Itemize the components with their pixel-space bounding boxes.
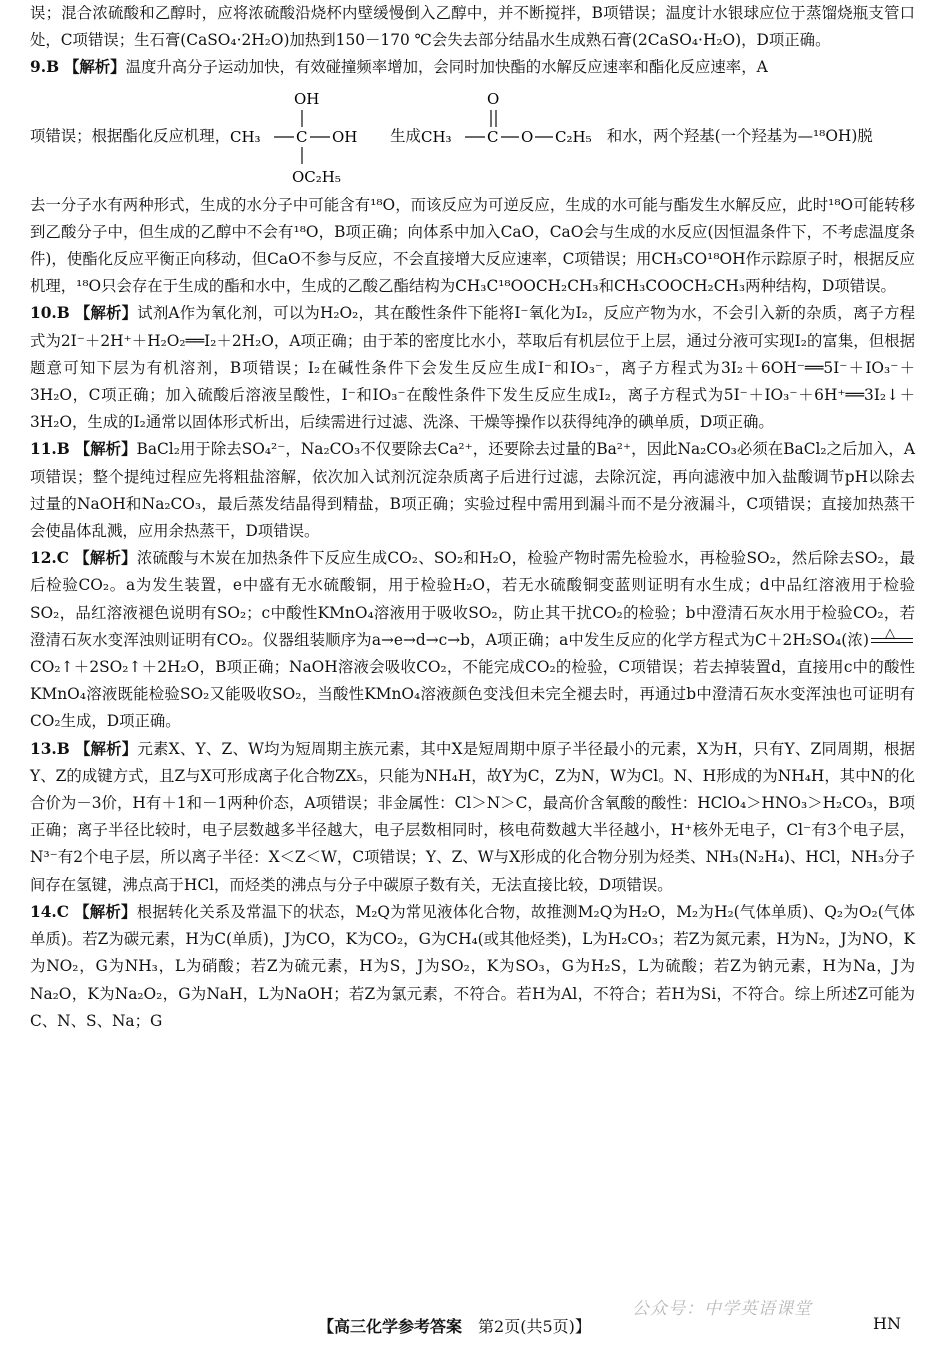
question-9-rest: 去一分子水有两种形式，生成的水分子中可能含有¹⁸O，而该反应为可逆反应，生成的水可能与酯发生水解反应，此时¹⁸O可能转移到乙酸分子中，但生成的乙醇中不会有¹⁸O，B项正确；向体系中加入CaO，CaO会与生成的水反应(因恒温条件下，不考虑温度条件)，使酯化反应平衡正向移动，但CaO不参与反应，不会直接增大反应速率，C项错误；用CH₃CO¹⁸OH作示踪原子时，根据反应机理，¹⁸O只会存在于生成的酯和水中，生成的乙酸乙酯结构为CH₃C¹⁸OOCH₂CH₃和CH₃COOCH₂CH₃两种结构，D项错误。 [30, 195, 915, 296]
question-9 [30, 54, 915, 81]
mol2-c: C [486, 127, 499, 146]
analysis-tag: 【解析】 [74, 739, 138, 758]
question-13-number: 13.B [30, 739, 70, 758]
heat-triangle: △ [885, 625, 895, 641]
hemiacetal-structure [230, 82, 390, 192]
structure-line [30, 82, 915, 192]
watermark: 公众号：中学英语课堂 [632, 1299, 812, 1319]
question-14-text: 根据转化关系及常温下的状态，M₂Q为常见液体化合物，故推测M₂Q为H₂O，M₂为H₂(气体单质)、Q₂为O₂(气体单质)。若Z为碳元素，H为C(单质)，J为CO，K为CO₂，G为CH₄(或其他烃类)，L为H₂CO₃；若Z为氮元素，H为N₂，J为NO，K为NO₂，G为NH₃，L为硝酸；若Z为硫元素，H为S，J为SO₂，K为SO₃，G为H₂S，L为硫酸；若Z为钠元素，H为Na，J为Na₂O，K为Na₂O₂，G为NaH，L为NaOH；若Z为氯元素，不符合。若H为Al，不符合；若H为Si，不符合。综上所述Z可能为C、N、S、Na；G [30, 902, 915, 1030]
question-14 [30, 899, 915, 1035]
question-11-number: 11.B [30, 440, 70, 459]
question-13-text: 元素X、Y、Z、W均为短周期主族元素，其中X是短周期中原子半径最小的元素，X为H，只有Y、Z同周期，根据Y、Z的成键方式，且Z与X可形成离子化合物ZX₅，只能为NH₄H，故Y为C，Z为N，W为Cl。N、H形成的为NH₄H，其中N的化合价为－3价，H有＋1和－1两种价态，A项错误；非金属性：Cl＞N＞C，最高价含氧酸的酸性：HClO₄＞HNO₃＞H₂CO₃，B项正确；离子半径比较时，电子层数越多半径越大，电子层数相同时，核电荷数越大半径越小，H⁺核外无电子，Cl⁻有3个电子层，N³⁻有2个电子层，所以离子半径：X＜Z＜W，C项错误；Y、Z、W与X形成的化合物分别为烃类、NH₃(N₂H₄)、HCl，NH₃分子间存在氢键，沸点高于HCl，而烃类的沸点与分子中碳原子数有关，无法直接比较，D项错误。 [30, 739, 915, 894]
footer-region-code: HN [873, 1314, 901, 1333]
heat-equals-sign [869, 625, 915, 648]
analysis-tag: 【解析】 [74, 440, 137, 459]
question-11-text: BaCl₂用于除去SO₄²⁻，Na₂CO₃不仅要除去Ca²⁺，还要除去过量的Ba²⁺，因此Na₂CO₃必须在BaCl₂之后加入，A项错误；整个提纯过程应先将粗盐溶解，依次加入试剂沉淀杂质离子后进行过滤，去除沉淀，再向滤液中加入盐酸调节pH以除去过量的NaOH和Na₂CO₃，最后蒸发结晶得到精盐，B项正确；实验过程中需用到漏斗而不是分液漏斗，C项错误；直接加热蒸干会使晶体乱溅，应用余热蒸干，D项错误。 [30, 440, 915, 541]
mol2-o-top: O [486, 89, 500, 108]
question-12-text2a: 序为a→e→d→c→b，A项正确；a中发生反应的化学方程式为C＋2H₂SO₄(浓) [340, 630, 869, 649]
question-11 [30, 436, 915, 545]
question-9-number: 9.B [30, 58, 60, 77]
paragraph-continued: 误；混合浓硫酸和乙醇时，应将浓硫酸沿烧杯内壁缓慢倒入乙醇中，并不断搅拌，B项错误；温度计水银球应位于蒸馏烧瓶支管口处，C项错误；生石膏(CaSO₄·2H₂O)加热到150－170 ℃会失去部分结晶水生成熟石膏(2CaSO₄·H₂O)，D项正确。 [30, 4, 915, 50]
analysis-tag: 【解析】 [63, 58, 126, 77]
struct-post-text: 和水，两个羟基(一个羟基为—¹⁸OH)脱 [606, 127, 873, 145]
question-12-text1: 浓硫酸与木炭在加热条件下反应生成CO₂、SO₂和H₂O，检验产物时需先检验水，再检验SO₂，然后除去SO₂，最后检验CO₂。a为发生装置，e中盛有无水硫酸铜，用于检验H₂O，若无水硫酸铜变蓝则证明有水生成；d中品红溶液用于检验SO₂，品红溶液褪色说明有SO₂；c中酸性KMnO₄溶液用于吸收SO₂，防止其干扰CO₂的检验；b中澄清石灰水用于检验CO₂，若澄清石灰水变浑浊则证明有CO₂。仪器组装顺 [30, 549, 915, 649]
question-14-number: 14.C [30, 902, 70, 921]
footer-page-number: 第2页(共5页)】 [478, 1317, 591, 1336]
page-footer [0, 1314, 950, 1344]
struct-pre-text: 项错误；根据酯化反应机理， [30, 127, 231, 145]
struct-gen-text: 生成 [390, 127, 421, 145]
question-13 [30, 736, 915, 899]
question-9-line1: 温度升高分子运动加快，有效碰撞频率增加，会同时加快酯的水解反应速率和酯化反应速率，A [125, 58, 768, 77]
mol1-oh-right: OH [332, 127, 358, 146]
mol1-oc2h5: OC₂H₅ [292, 167, 341, 186]
question-10-text: 试剂A作为氧化剂，可以为H₂O₂，其在酸性条件下能将I⁻氧化为I₂，反应产物为水，不会引入新的杂质，离子方程式为2I⁻＋2H⁺＋H₂O₂══I₂＋2H₂O，A项正确；由于苯的密度比水小，萃取后有机层位于上层，通过分液可实现I₂的富集，但根据题意可知下层为有机溶剂，B项错误；I₂在碱性条件下会发生反应生成I⁻和IO₃⁻，离子方程式为3I₂＋6OH⁻══5I⁻＋IO₃⁻＋3H₂O，C项正确；加入硫酸后溶液呈酸性，I⁻和IO₃⁻在酸性条件下发生反应生成I₂，离子方程式为5I⁻＋IO₃⁻＋6H⁺══3I₂↓＋3H₂O，生成的I₂通常以固体形式析出，后续需进行过滤、洗涤、干燥等操作以获得纯净的碘单质，D项正确。 [30, 304, 915, 432]
question-10-number: 10.B [30, 304, 70, 323]
mol1-c: C [296, 127, 308, 146]
mol2-ch3: CH₃ [420, 127, 452, 146]
footer-subject: 【高三化学参考答案 [318, 1317, 463, 1336]
question-12-text2b: CO₂↑＋2SO₂↑＋2H₂O，B项正确；NaOH溶液会吸收CO₂，不能完成CO₂的检验，C项错误；若去掉装置d，直接用c中的酸性KMnO₄溶液既能检验SO₂又能吸收SO₂，当酸性KMnO₄溶液颜色变浅但未完全褪去时，再通过b中澄清石灰水变浑浊也可证明有CO₂生成，D项正确。 [30, 658, 915, 731]
footer-title [318, 1314, 591, 1337]
mol1-oh-top: OH [294, 89, 320, 108]
mol1-ch3: CH₃ [230, 127, 261, 146]
question-12 [30, 545, 915, 735]
analysis-tag: 【解析】 [74, 549, 137, 568]
question-10 [30, 300, 915, 436]
answer-page [30, 0, 915, 1035]
question-12-number: 12.C [30, 549, 70, 568]
mol2-o: O [520, 127, 534, 146]
ester-structure [421, 82, 607, 192]
mol2-c2h5: C₂H₅ [554, 127, 592, 146]
analysis-tag: 【解析】 [74, 304, 138, 323]
analysis-tag: 【解析】 [74, 902, 137, 921]
